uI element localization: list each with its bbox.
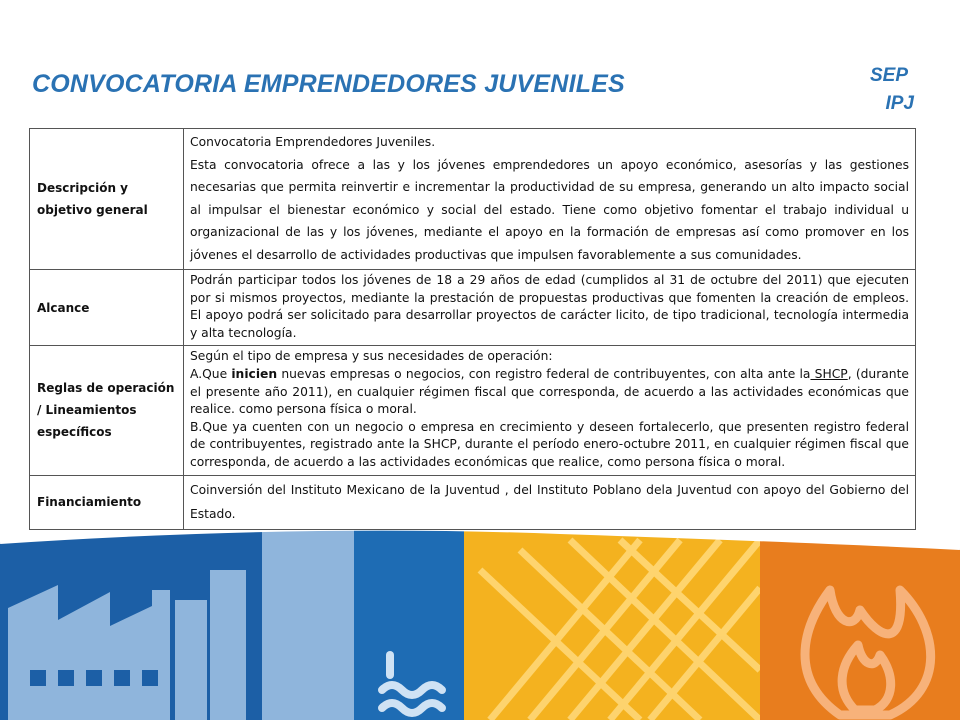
row-label-financiamiento: Financiamiento	[30, 475, 184, 529]
organization-label	[869, 62, 914, 118]
shcp-link[interactable]: SHCP	[810, 366, 848, 381]
row-content-alcance	[184, 270, 916, 346]
org-line-sep: SEP	[869, 65, 908, 86]
row-label-descripcion: Descripción y objetivo general	[30, 129, 184, 270]
table-row-reglas	[30, 346, 916, 475]
table-row-alcance	[30, 270, 916, 346]
row-content-financiamiento	[184, 475, 916, 529]
decorative-banner	[0, 530, 960, 720]
table-row-financiamiento	[30, 475, 916, 529]
reglas-a-rest: , (durante el presente año 2011), en cualquier régimen fiscal que corresponda, de acuerdo a las actividades económicas que realice. como persona física o moral.	[190, 366, 909, 417]
descripcion-paragraph-2: Esta convocatoria ofrece a las y los jóvenes emprendedores un apoyo económico, asesorías y las gestiones necesarias que permita reinvertir e incrementar la productividad de su empresa, generando un alto impacto social al impulsar el bienestar económico y social del estado. Tiene como objetivo fomentar el trabajo individual u organizacional de las y los jóvenes, mediante el apoyo en la formación de empresas así como promover en los jóvenes el desarrollo de actividades productivas que impulsen favorablemente a sus comunidades.	[190, 157, 909, 262]
table-row-descripcion	[30, 129, 916, 270]
reglas-a-mid: nuevas empresas o negocios, con registro federal de contribuyentes, con alta ante la	[277, 366, 811, 381]
row-label-reglas: Reglas de operación / Lineamientos específicos	[30, 346, 184, 475]
row-label-alcance: Alcance	[30, 270, 184, 346]
reglas-a-bold: inicien	[231, 366, 278, 381]
reglas-item-a	[190, 366, 909, 419]
descripcion-paragraph-1: Convocatoria Emprendedores Juveniles.	[190, 135, 436, 149]
info-table	[29, 128, 916, 530]
reglas-intro: Según el tipo de empresa y sus necesidades de operación:	[190, 349, 553, 364]
page-title: CONVOCATORIA EMPRENDEDORES JUVENILES	[32, 70, 625, 98]
reglas-item-b: B.Que ya cuenten con un negocio o empresa en crecimiento y deseen fortalecerlo, que presenten registro federal de contribuyentes, registrado ante la SHCP, durante el período enero-octubre 2011, en cualquier régimen fiscal que corresponda, de acuerdo a las actividades económicas que realice, como persona física o moral.	[190, 419, 909, 469]
reglas-a-prefix: A.Que	[190, 366, 232, 381]
row-content-descripcion	[184, 129, 916, 270]
financiamiento-paragraph: Coinversión del Instituto Mexicano de la Juventud , del Instituto Poblano dela Juventud con apoyo del Gobierno del Estado.	[190, 482, 909, 521]
alcance-paragraph: Podrán participar todos los jóvenes de 18 a 29 años de edad (cumplidos al 31 de octubre del 2011) que ejecuten por si mismos proyectos, mediante la prestación de propuestas productivas que fomenten la creación de empleos. El apoyo podrá ser solicitado para desarrollar proyectos de carácter licito, de tipo tradicional, tecnología intermedia y alta tecnología.	[190, 273, 909, 340]
org-line-ipj: IPJ	[885, 93, 914, 114]
row-content-reglas	[184, 346, 916, 475]
